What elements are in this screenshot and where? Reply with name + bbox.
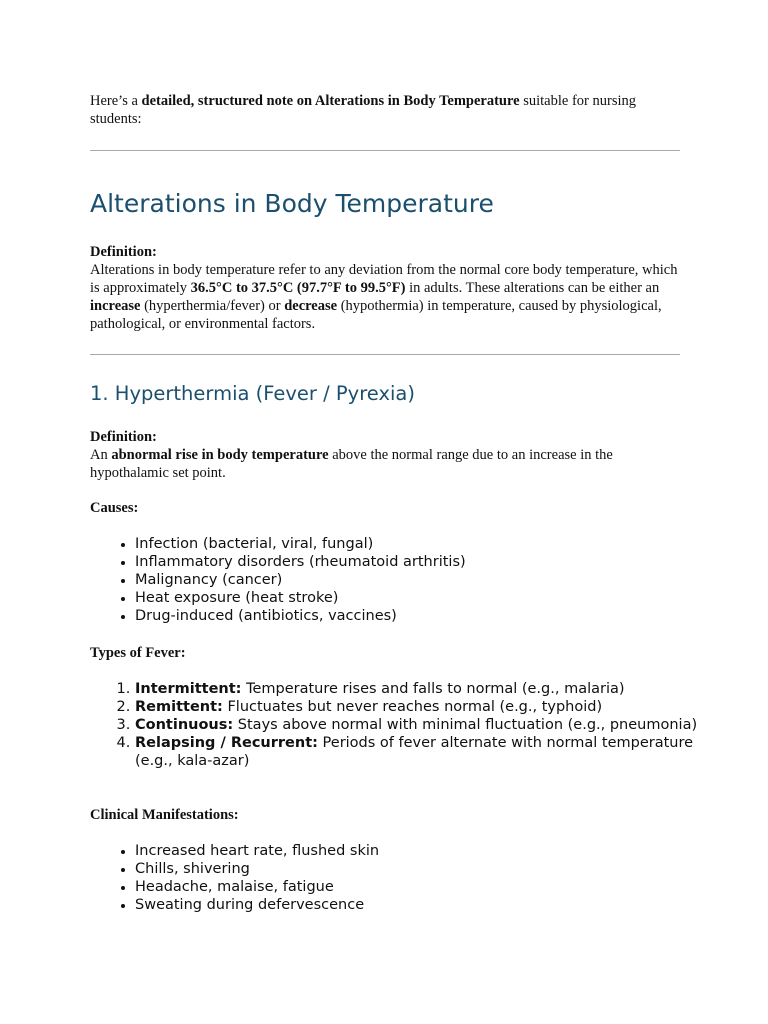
- causes-label: [90, 499, 680, 517]
- definition-text: in adults. These alterations can be either an: [405, 280, 660, 296]
- fever-type-name: Remittent:: [135, 699, 223, 715]
- list-item: [135, 698, 725, 716]
- list-item: • Malignancy (cancer): [135, 571, 725, 589]
- intro-text-end: suitable for nursing students:: [90, 93, 636, 127]
- fever-type-name: Relapsing / Recurrent:: [135, 735, 318, 751]
- fever-type-desc: Fluctuates but never reaches normal (e.g., typhoid): [222, 699, 603, 715]
- divider: [90, 150, 680, 151]
- causes-list: [90, 535, 725, 625]
- list-item: • Increased heart rate, flushed skin: [135, 842, 725, 860]
- intro-bold-text: detailed, structured note on Alterations in Body Temperature: [141, 93, 520, 109]
- fever-type-desc: Temperature rises and falls to normal (e.g., malaria): [241, 681, 625, 697]
- divider: [90, 354, 680, 355]
- list-item: • Infection (bacterial, viral, fungal): [135, 535, 725, 553]
- decrease-text: decrease: [284, 298, 338, 314]
- list-item: • Chills, shivering: [135, 860, 725, 878]
- manifestations-label-text: Clinical Manifestations:: [90, 807, 239, 823]
- list-item: • Headache, malaise, fatigue: [135, 878, 725, 896]
- list-item: • Drug-induced (antibiotics, vaccines): [135, 607, 725, 625]
- manifestations-label: [90, 806, 680, 824]
- normal-range-text: 36.5°C to 37.5°C (97.7°F to 99.5°F): [190, 280, 406, 296]
- definition-text: above the normal range due to an increase in the hypothalamic set point.: [90, 447, 613, 481]
- list-item: [135, 716, 725, 734]
- intro-paragraph: [90, 92, 680, 128]
- list-item: • Sweating during defervescence: [135, 896, 725, 914]
- definition-label-text: Definition:: [90, 429, 157, 445]
- fever-type-name: Continuous:: [135, 717, 234, 733]
- causes-label-text: Causes:: [90, 500, 139, 516]
- list-item: • Inflammatory disorders (rheumatoid arthritis): [135, 553, 725, 571]
- definition-label-text: Definition:: [90, 244, 157, 260]
- definition-paragraph: [90, 261, 680, 333]
- intro-text: Here’s a: [90, 93, 142, 109]
- fever-type-desc: Periods of fever alternate with normal temperature (e.g., kala-azar): [135, 735, 694, 769]
- types-label-text: Types of Fever:: [90, 645, 186, 661]
- definition-bold-text: abnormal rise in body temperature: [111, 447, 329, 463]
- list-item: [135, 680, 725, 698]
- definition-text: (hyperthermia/fever) or: [140, 298, 285, 314]
- fever-type-desc: Stays above normal with minimal fluctuation (e.g., pneumonia): [233, 717, 698, 733]
- manifestations-list: [90, 842, 725, 914]
- definition-text: Alterations in body temperature refer to any deviation from the normal core body temperature, which is approximately: [90, 262, 678, 296]
- section1-definition-label: [90, 428, 680, 446]
- increase-text: increase: [90, 298, 141, 314]
- definition-label: [90, 243, 680, 261]
- types-label: [90, 644, 680, 662]
- page-title: Alterations in Body Temperature: [90, 189, 494, 218]
- section1-definition-paragraph: [90, 446, 680, 482]
- definition-text: (hypothermia) in temperature, caused by physiological, pathological, or environmental factors.: [90, 298, 662, 332]
- list-item: • Heat exposure (heat stroke): [135, 589, 725, 607]
- list-item: [135, 734, 725, 770]
- definition-text: An: [90, 447, 112, 463]
- fever-types-list: [90, 680, 725, 770]
- section-heading-hyperthermia: 1. Hyperthermia (Fever / Pyrexia): [90, 382, 415, 405]
- fever-type-name: Intermittent:: [135, 681, 242, 697]
